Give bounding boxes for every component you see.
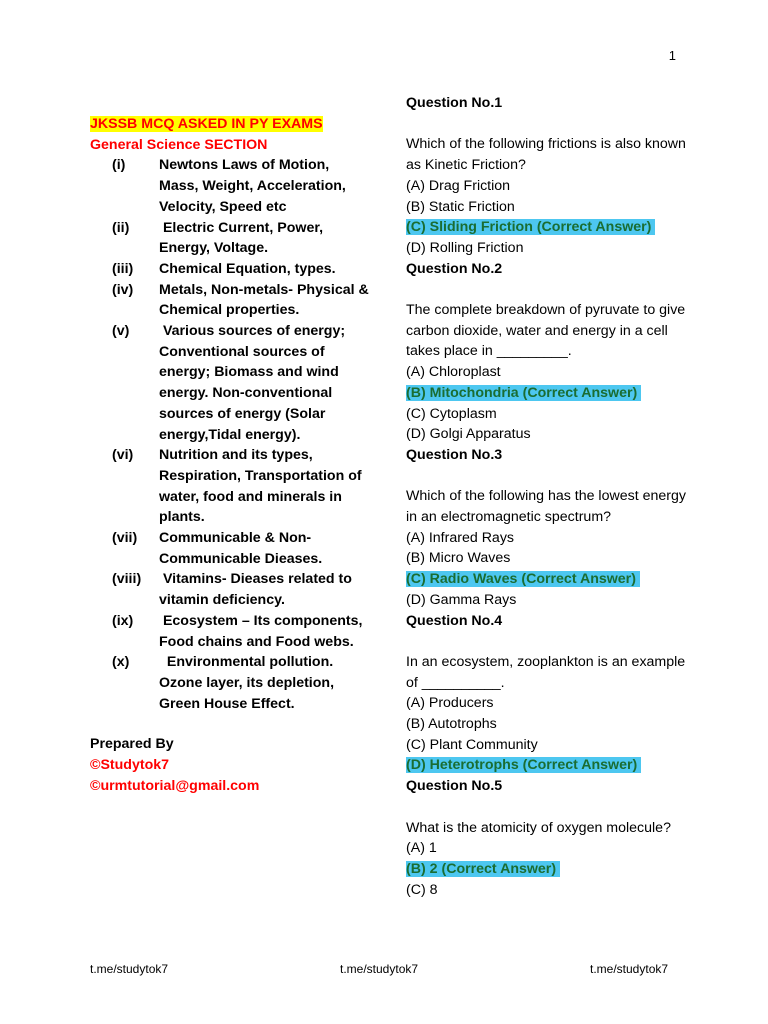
option-text: (B) Static Friction [406,198,515,215]
answer-option [406,424,696,445]
option-text: (D) Heterotrophs (Correct Answer) [406,757,641,773]
question-block [406,776,696,900]
topic-item [90,652,370,714]
option-text: (C) Cytoplasm [406,405,497,422]
topic-text: Metals, Non-metals- Physical & Chemical properties. [159,281,373,319]
topic-number: (ii) [112,219,130,236]
answer-option [406,838,696,859]
question-block [406,93,696,259]
option-text: (C) Sliding Friction (Correct Answer) [406,219,655,235]
option-text: (B) Mitochondria (Correct Answer) [406,385,641,401]
question-block [406,611,696,777]
spacer [406,631,696,652]
spacer [406,466,696,487]
topic-number: (viii) [112,571,142,588]
option-text: (C) Radio Waves (Correct Answer) [406,571,640,587]
answer-option [406,362,696,383]
option-text: (A) Infrared Rays [406,529,515,546]
footer-link-center[interactable]: t.me/studytok7 [340,962,419,976]
correct-option [406,755,696,776]
answer-option [406,735,696,756]
question-title: Question No.3 [406,446,503,463]
answer-option [406,197,696,218]
question-block [406,259,696,445]
correct-option [406,569,696,590]
answer-option [406,238,696,259]
question-text: In an ecosystem, zooplankton is an example of __________. [406,653,686,691]
answer-option [406,590,696,611]
topic-item [90,259,370,280]
option-text: (A) 1 [406,840,437,857]
option-text: (C) 8 [406,881,438,898]
topic-number: (iv) [112,281,134,298]
option-text: (B) Autotrophs [406,716,497,733]
footer-link-left[interactable]: t.me/studytok7 [90,962,169,976]
question-title: Question No.1 [406,95,503,111]
question-text-continued: takes place in _________. [406,343,572,360]
footer-link-right[interactable]: t.me/studytok7 [590,962,669,976]
answer-option [406,880,696,901]
option-text: (A) Drag Friction [406,177,511,194]
question-text: What is the atomicity of oxygen molecule? [406,819,671,836]
topic-number: (v) [112,323,130,340]
section-title: General Science SECTION [90,136,268,153]
answer-option [406,176,696,197]
question-column [406,93,696,900]
question-block [406,445,696,611]
topic-text: Vitamins- Dieases related to vitamin deficiency. [159,571,356,609]
correct-option [406,217,696,238]
answer-option [406,548,696,569]
correct-option [406,383,696,404]
doc-title: JKSSB MCQ ASKED IN PY EXAMS [90,116,323,132]
topic-item [90,280,373,321]
topic-number: (vii) [112,530,138,547]
question-title: Question No.5 [406,778,503,795]
question-title: Question No.2 [406,260,503,277]
topic-item [90,528,370,569]
page-number: 1 [668,48,676,63]
answer-option [406,404,696,425]
topic-item [90,155,370,217]
topic-number: (ix) [112,612,134,629]
topic-number: (i) [112,157,126,174]
correct-option [406,859,696,880]
spacer [406,797,696,818]
topic-text: Newtons Laws of Motion, Mass, Weight, Acceleration, Velocity, Speed etc [159,157,350,215]
prepared-by: Prepared By [90,736,174,753]
topic-item [90,445,370,528]
credit-studytok: ©Studytok7 [90,757,170,774]
option-text: (D) Golgi Apparatus [406,426,531,443]
answer-option [406,528,696,549]
spacer [406,279,696,300]
option-text: (B) Micro Waves [406,550,511,567]
spacer [406,114,696,135]
left-column [90,114,373,797]
topic-number: (x) [112,654,130,671]
topic-number: (vi) [112,447,134,464]
topic-item [90,218,370,259]
question-title: Question No.4 [406,612,503,629]
topic-text: Electric Current, Power, Energy, Voltage. [159,219,327,257]
topic-item [90,321,370,445]
topic-item [90,569,370,610]
topic-item [90,611,370,652]
credit-email: ©urmtutorial@gmail.com [90,777,260,794]
option-text: (C) Plant Community [406,736,538,753]
topic-list [90,155,373,714]
topic-text: Ecosystem – Its components, Food chains and Food webs. [159,612,367,650]
option-text: (A) Producers [406,695,494,712]
answer-option [406,693,696,714]
topic-text: Communicable & Non-Communicable Dieases. [159,530,323,567]
topic-text: Nutrition and its types, Respiration, Transportation of water, food and minerals in plants. [159,447,366,526]
topic-text: Various sources of energy; Conventional sources of energy; Biomass and wind energy. Non-conventional sources of energy (Solar energy,Tidal energy). [159,323,350,443]
question-text: Which of the following frictions is also known as Kinetic Friction? [406,136,686,174]
question-text: The complete breakdown of pyruvate to give carbon dioxide, water and energy in a cell [406,302,686,339]
topic-text: Environmental pollution. Ozone layer, its depletion, Green House Effect. [159,654,338,712]
option-text: (B) 2 (Correct Answer) [406,861,560,877]
option-text: (D) Gamma Rays [406,591,517,608]
topic-number: (iii) [112,260,134,277]
option-text: (A) Chloroplast [406,364,501,381]
topic-text: Chemical Equation, types. [159,260,336,277]
option-text: (D) Rolling Friction [406,239,524,256]
question-text: Which of the following has the lowest energy in an electromagnetic spectrum? [406,488,686,526]
answer-option [406,714,696,735]
